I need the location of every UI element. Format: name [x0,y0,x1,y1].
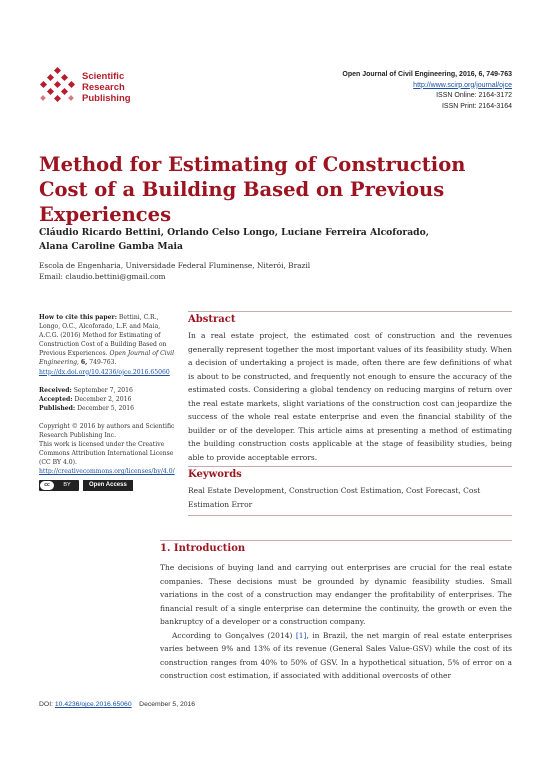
publisher-logo-text [82,71,131,104]
logo-line-3: Publishing [82,93,131,104]
journal-info [342,70,512,112]
cite-doi-link[interactable]: http://dx.doi.org/10.4236/ojce.2016.65060 [39,368,170,376]
citation-sidebar [39,313,181,491]
paper-title: Method for Estimating of Construction Cost of a Building Based on Previous Experiences [39,153,466,226]
cc-badge-right: BY [63,481,71,488]
keywords-heading: Keywords [188,466,512,480]
journal-citation: Open Journal of Civil Engineering, 2016, 6, 749-763 [342,71,512,78]
published-date [39,404,181,413]
author-email: Email: claudio.bettini@gmail.com [39,272,166,281]
keywords-body: Real Estate Development, Construction Cost Estimation, Cost Forecast, Cost Estimation Error [188,486,481,509]
introduction-heading: 1. Introduction [160,540,512,554]
affiliation: Escola de Engenharia, Universidade Federal Fluminense, Niterói, Brazil [39,261,311,270]
cc-by-badge-icon[interactable] [39,480,79,491]
abstract-heading: Abstract [188,311,512,325]
cite-journal: Open Journal of Civil Engineering, [39,350,175,367]
accepted-label: Accepted: [39,395,73,403]
reference-link[interactable]: [1] [295,630,307,640]
introduction-body [160,561,512,683]
section-divider [188,515,512,516]
license-url-link[interactable]: http://creativecommons.org/licenses/by/4.0/ [39,468,175,476]
accepted-value: December 2, 2016 [74,395,132,403]
page-footer [39,701,195,708]
authors-line-2: Alana Caroline Gamba Maia [39,241,184,252]
journal-url-link[interactable]: http://www.scirp.org/journal/ojce [413,81,512,89]
accepted-date [39,395,181,404]
copyright-notice: Copyright © 2016 by authors and Scientific Research Publishing Inc. [39,422,175,440]
license-text: This work is licensed under the Creative Commons Attribution International License (CC BY 4.0). [39,441,174,467]
received-value: September 7, 2016 [73,386,133,394]
published-value: December 5, 2016 [77,404,134,412]
logo-line-2: Research [82,82,125,93]
open-access-badge: Open Access [83,480,133,491]
publisher-logo-icon [36,66,78,108]
cite-pages: 749-763. [89,359,117,367]
issn-print: ISSN Print: 2164-3164 [441,102,512,110]
logo-line-1: Scientific [82,71,125,82]
license-badges [39,480,181,491]
cite-label: How to cite this paper: [39,314,117,321]
received-label: Received: [39,386,72,394]
abstract-body: In a real estate project, the estimated cost of construction and the revenues generally represent together the most important values of its feasibility study. When a decision of undertaking a project is made, often there are few definitions of what is about to be constructed, and frequently not enough to ensure the accuracy of the estimated costs. Considering a global tendency on reducing margins of return over the real estate markets, slight variations of the construction cost can jeopardize the success of the whole real estate enterprise and even the financial stability of the builder or of the developer. This article aims at presenting a method of estimating the building construction costs applicable at the stage of feasibility studies, being able to provide acceptable errors. [188,331,512,462]
cc-badge-left: cc [39,480,55,491]
published-label: Published: [39,404,76,412]
received-date [39,386,181,395]
intro-para2-start: According to Gonçalves (2014) [172,630,296,640]
cite-volume: 6, [80,359,88,367]
intro-paragraph-1: The decisions of buying land and carrying out enterprises are crucial for the real estate companies. These decisions must be grounded by dynamic feasibility studies. Small variations in the cost of a construction may endanger the profitability of enterprises. The financial result of a single enterprise can determine the continuity, the growth or even the bankruptcy of a developer or a construction company. [160,563,512,626]
footer-date: December 5, 2016 [139,701,196,708]
intro-para2-end: , in Brazil, the net margin of real estate enterprises varies between 9% and 13% of its revenue (General Sales Value-GSV) while the cost of its construction ranges from 40% to 50% of GSV. In a hypothetical situation, 5% of error on a construction cost estimation, if associated with additional overcosts of other [160,630,512,680]
author-list [39,226,439,254]
issn-online: ISSN Online: 2164-3172 [436,92,512,99]
cite-text: Bettini, C.R., Longo, O.C., Alcoforado, L.F. and Maia, A.C.G. (2016) Method for Estimating of Construction Cost of a Building Based on Previous Experiences. [39,314,167,358]
intro-paragraph-2 [160,629,512,683]
footer-doi-link[interactable]: 10.4236/ojce.2016.65060 [54,701,132,708]
how-to-cite [39,313,181,377]
footer-doi-label: DOI: [39,701,53,708]
authors-line-1: Cláudio Ricardo Bettini, Orlando Celso Longo, Luciane Ferreira Alcoforado, [39,227,429,238]
